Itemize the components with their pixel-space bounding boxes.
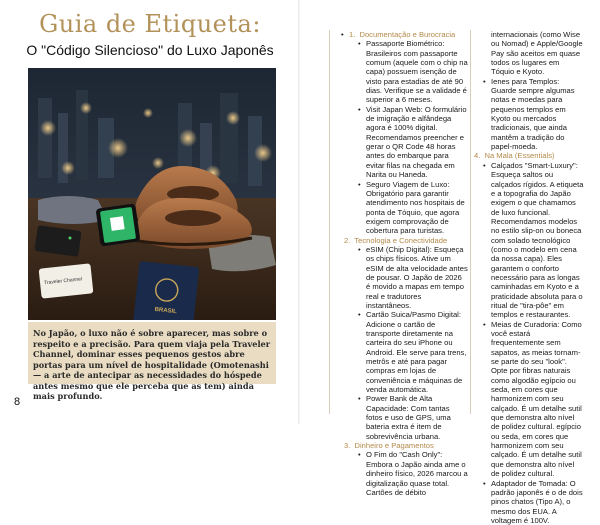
text-column-1 (332, 30, 468, 497)
section-money (332, 441, 468, 497)
column-rule-right (470, 30, 471, 414)
phone-illustration (96, 203, 141, 246)
column-rule-left (329, 30, 330, 414)
section-documentation (332, 30, 468, 236)
page-title: Guia de Etiqueta: (0, 10, 300, 38)
page-number: 8 (14, 396, 20, 408)
list-item: • Cartão Suica/Pasmo Digital: Adicione o cartão de transporte diretamente na carteira do seu iPhone ou Android. Ele serve para trens, metrôs e até para pagar compras em lojas de conveniência e máquinas de venda automática. (366, 310, 468, 394)
passport-illustration (133, 261, 200, 320)
page-subtitle: O "Código Silencioso" do Luxo Japonês (0, 42, 300, 58)
section-heading: 2. Tecnologia e Conectividade (332, 236, 468, 245)
section-heading-essentials: 4. Na Mala (Essentials) (474, 151, 584, 160)
passport-label: BRASIL (154, 307, 177, 315)
list-item: • Power Bank de Alta Capacidade: Com tantas fotos e uso de GPS, uma bateria extra é item de sobrevivência urbana. (366, 394, 468, 441)
cover-photo (28, 68, 276, 320)
card-label: Traveler Channel (44, 276, 83, 286)
list-item: • Meias de Curadoria: Como você estará frequentemente sem sapatos, as meias tornam-se parte do seu "look". Opte por fibras naturais como algodão egípcio ou seda, em cores que harmonizem com seu calçado. É um detalhe sutil que demonstra alto nível de polidez cultural. egípcio ou seda, em cores que harmonizem com seu calçado. É um detalhe sutil que demonstra alto nível de polidez cultural. (491, 320, 584, 479)
continued-text: internacionais (como Wise ou Nomad) e Apple/Google Pay são aceitos em quase todos os lugares em Tóquio e Kyoto. (474, 30, 584, 77)
card-illustration (39, 263, 94, 298)
section-heading: 3. Dinheiro e Pagamentos (332, 441, 468, 450)
list-item: • Calçados "Smart-Luxury": Esqueça saltos ou calçados rígidos. A etiqueta e a topografia do Japão exigem o que chamamos de luxo funcional. Recomendamos modelos no estilo slip-on ou boneca com solado tecnológico (como o modelo em cena da nossa capa). Eles garantem o conforto necessário para as longas caminhadas em Kyoto e a praticidade absoluta para o ritual de "tira-pôe" em templos e restaurantes. (491, 161, 584, 320)
list-item: • eSIM (Chip Digital): Esqueça os chips físicos. Ative um eSIM de alta velocidade antes de pousar. O Japão de 2026 é movido a mapas em tempo real e tradutores instantâneos. (366, 245, 468, 310)
list-item: • Visit Japan Web: O formulário de imigração e alfândega agora é 100% digital. Recomendamos preencher e gerar o QR Code 48 horas antes do embarque para evitar filas na chegada em Narita ou Haneda. (366, 105, 468, 180)
left-page (0, 0, 300, 424)
list-item: • Ienes para Templos: Guarde sempre algumas notas e moedas para pequenos templos em Kyoto ou mercados tradicionais, que ainda mantêm a tradição do papel-moeda. (491, 77, 584, 152)
list-item: • O Fim do "Cash Only": Embora o Japão ainda ame o dinheiro físico, 2026 marcou a digitalização quase total. Cartões de débito (366, 450, 468, 497)
list-item: • Adaptador de Tomada: O padrão japonês é o de dois pinos chatos (Tipo A), o mesmo dos EUA. A voltagem é 100V. (491, 479, 584, 525)
list-item: • Seguro Viagem de Luxo: Obrigatório para garantir atendimento nos hospitais de ponta de Tóquio, que agora exigem comprovação de cobertura para turistas. (366, 180, 468, 236)
list-item: • Passaporte Biométrico: Brasileiros com passaporte comum (aquele com o chip na capa) possuem isenção de visto para estadias de até 90 dias. Verifique se a validade é superior a 6 meses. (366, 39, 468, 104)
intro-caption: No Japão, o luxo não é sobre aparecer, mas sobre o respeito e a precisão. Para quem viaja pela Traveler Channel, dominar esses pequenos gestos abre portas para um nível de hospitalidade (Omotenashi — a arte de antecipar as necessidades do hóspede antes mesmo que ele perceba que as tem) ainda mais profundo. (28, 322, 276, 384)
section-technology (332, 236, 468, 442)
text-column-2 (474, 30, 584, 525)
section-heading: 1. Documentação e Burocracia (349, 30, 455, 39)
